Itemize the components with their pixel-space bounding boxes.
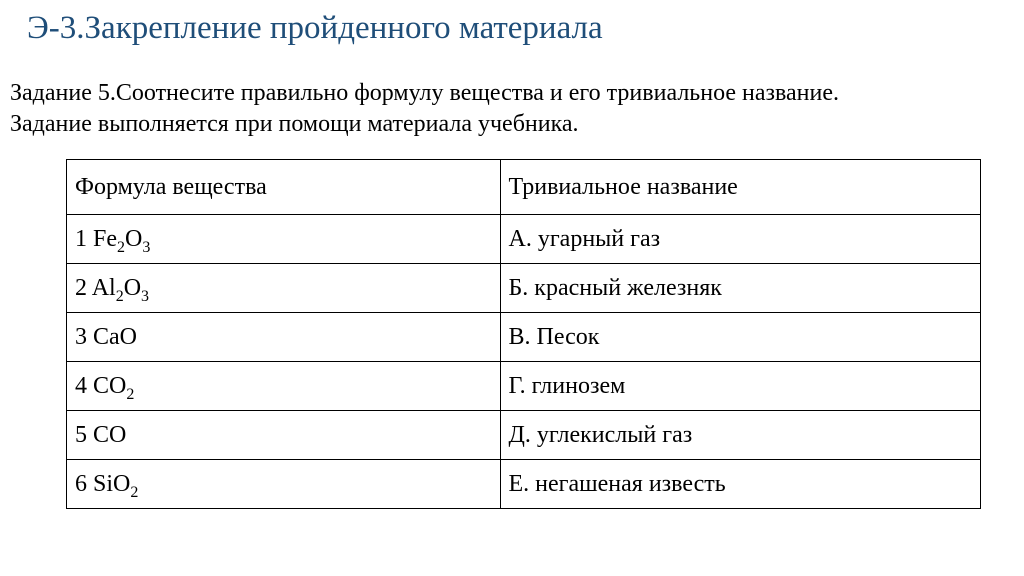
trivial-name-cell: В. Песок bbox=[500, 313, 981, 362]
matching-table bbox=[66, 159, 981, 509]
header-formula: Формула вещества bbox=[67, 160, 501, 215]
formula-cell bbox=[67, 362, 501, 411]
trivial-name-cell: Е. негашеная известь bbox=[500, 460, 981, 509]
table-row bbox=[67, 215, 981, 264]
formula-cell bbox=[67, 215, 501, 264]
table-row bbox=[67, 264, 981, 313]
formula: CaO bbox=[93, 323, 137, 350]
formula-cell bbox=[67, 313, 501, 362]
row-number: 1 bbox=[75, 225, 87, 252]
trivial-name-cell: Б. красный железняк bbox=[500, 264, 981, 313]
task-note: Задание выполняется при помощи материала учебника. bbox=[10, 111, 579, 137]
formula-cell bbox=[67, 411, 501, 460]
row-number: 6 bbox=[75, 470, 87, 497]
trivial-name-cell: Д. углекислый газ bbox=[500, 411, 981, 460]
formula: SiO$_2$ bbox=[93, 470, 139, 501]
formula: $CO_2$ bbox=[93, 372, 135, 403]
trivial-name-cell: Г. глинозем bbox=[500, 362, 981, 411]
task-instruction: Задание 5.Соотнесите правильно формулу вещества и его тривиальное название. bbox=[10, 80, 840, 106]
row-number: 2 bbox=[75, 274, 87, 301]
row-number: 4 bbox=[75, 372, 87, 399]
formula-cell bbox=[67, 264, 501, 313]
row-number: 5 bbox=[75, 421, 87, 448]
trivial-name-cell: А. угарный газ bbox=[500, 215, 981, 264]
formula: CO bbox=[93, 421, 127, 448]
slide-title: Э-3.Закрепление пройденного материала bbox=[27, 10, 603, 46]
header-trivial-name: Тривиальное название bbox=[500, 160, 981, 215]
formula-cell bbox=[67, 460, 501, 509]
table-row bbox=[67, 460, 981, 509]
table-row bbox=[67, 411, 981, 460]
table-row bbox=[67, 362, 981, 411]
formula: $Al_2O_3$ bbox=[91, 274, 150, 305]
task-text bbox=[10, 78, 839, 140]
row-number: 3 bbox=[75, 323, 87, 350]
table-header-row bbox=[67, 160, 981, 215]
table-row bbox=[67, 313, 981, 362]
formula: $Fe_2O_3$ bbox=[93, 225, 151, 256]
